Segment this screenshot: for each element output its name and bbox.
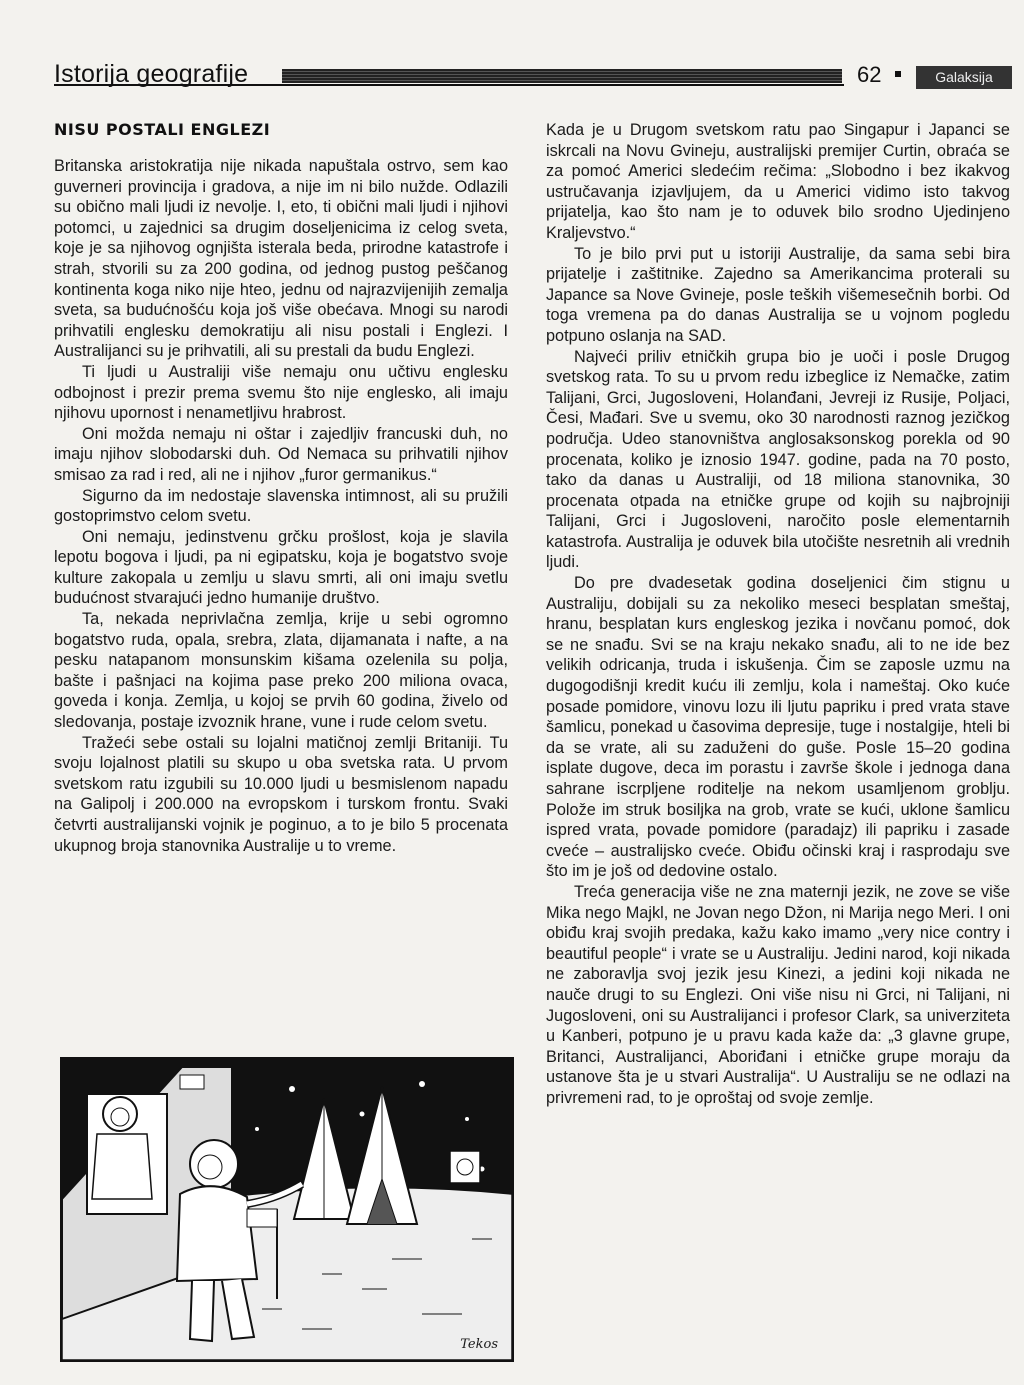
artist-signature: Tekos [460,1337,498,1352]
paragraph: Oni nemaju, jedinstvenu grčku prošlost, koja je slavila lepotu bogova i ljudi, pa ni egipatsku, koja je bogatstvo svoje kulture zakopala u zemlju u slavu smrti, ali oni imaju svetlu budućnost stvarajući jedno humanije društvo. [54,527,508,608]
left-column [54,156,508,856]
paragraph: Sigurno da im nedostaje slavenska intimnost, ali su pružili gostoprimstvo celom svetu. [54,486,508,526]
section-title: Istorija geografije [54,60,249,88]
page-header [54,58,1014,90]
header-band [282,69,842,83]
right-column [546,120,1010,1109]
article-headline: NISU POSTALI ENGLEZI [54,120,271,139]
page-number: 62 [857,62,882,87]
paragraph: Tražeći sebe ostali su lojalni matičnoj zemlji Britaniji. Tu svoju lojalnost platili su skupo u oba svetska rata. U prvom svetskom ratu izgubili su 10.000 ljudi u besmislenom napadu na Galipolj i 200.000 na evropskom i turskom frontu. Svaki četvrti australijanski vojnik je poginuo, a to je bilo 5 procenata ukupnog broja stanovnika Australije u to vreme. [54,733,508,855]
bullet-icon [895,71,901,77]
paragraph: Ti ljudi u Australiji više nemaju onu učtivu englesku odbojnost i prezir prema svemu što nije englesko, ali imaju njihovu upornost i nenametljivu hrabrost. [54,362,508,423]
paragraph: Do pre dvadesetak godina doseljenici čim stignu u Australiju, dobijali su za nekoliko meseci besplatan smeštaj, hranu, besplatan kurs engleskog jezika i novčanu pomoć, dok se ne snađu. Svi se na kraju nekako snađu, ali to ne ide bez velikih odricanja, truda i iskušenja. Čim se zaposle uzmu na dugogodišnji kredit kuću ili zemlju, kola i nameštaj. Oko kuće posade pomidore, vinovu lozu ili ljutu papriku i pred vrata stave šamlicu, ponekad u časovima depresije, tuge i nostalgije, hteli bi da se vrate, ali su zaduženi do guše. Posle 15–20 godina isplate dugove, deca im porastu i završe škole i jednoga dana sahrane iscrpljene roditelje na nekom usamljenom groblju. Polože im struk bosiljka na grob, vrate se kući, uklone šamlicu ispred vrata, povade pomidore (paradajz) ili papriku i zasade cveće – australijsko cveće. Obiđu očinski kraj i rasprodaju sve što im je još od dedovine ostalo. [546,574,1010,881]
paragraph: Ta, nekada neprivlačna zemlja, krije u sebi ogromno bogatstvo ruda, opala, srebra, zlata, dijamanata i nafte, a na pesku natapanom monsunskim kišama ozelenila su polja, bašte i pašnjaci na kojima pase preko 200 miliona ovaca, goveda i konja. Zemlja, u kojoj se prvih 60 godina, živelo od sledovanja, postaje izvoznik hrane, vune i rude celom svetu. [54,610,508,732]
moon-landing-cartoon [62,1059,512,1360]
paragraph: Treća generacija više ne zna maternji jezik, ne zove se više Mika nego Majkl, ne Jovan nego Džon, ni Marija nego Meri. I oni obiđu kraj svojih predaka, kažu kako imamo „very nice contry i beautiful people“ i vrate se u Australiju. Jedini narod, koji nikada ne zaboravlja svoj jezik jesu Kinezi, a jedini koji nikada ne nauče drugi to su Englezi. Oni više nisu ni Grci, ni Talijani, ni Jugosloveni, oni su Australijanci i profesor Clark, sa univerziteta u Kanberi, potpuno je u pravu kada kaže da: „3 glavne grupe, Britanci, Australijanci, Aboriđani i etničke grupe moraju da ustanove šta je u stvari Australija“. U Australiju se ne odlazi na privremeni rad, to je oproštaj od svoje zemlje. [546,882,1010,1107]
cartoon-illustration [60,1057,514,1362]
paragraph: Britanska aristokratija nije nikada napuštala ostrvo, sem kao guverneri provincija i gradova, a nije im ni bilo nužde. Odlazili su obično mali ljudi iz nevolje. I, eto, ti obični mali ljudi i njihovi potomci, u zajednici sa drugim doseljenicima iz celog sveta, koje je sa njihovog ognjišta isterala beda, prirodne katastrofe i strah, stvorili su za 200 godina, od jednog pustog peščanog kontinenta koga niko nije hteo, jednu od najrazvijenijih zemalja sveta, sa budućnošću koja još više obećava. Mnogi su narodi prihvatili englesku demokratiju ali nisu postali i Englezi. I Australijanci su je prihvatili, ali su prestali da budu Englezi. [54,157,508,361]
magazine-badge: Galaksija [916,66,1012,89]
paragraph: Oni možda nemaju ni oštar i zajedljiv francuski duh, no imaju njihov slobodarski duh. Od Nemaca su prihvatili njihov smisao za rad i red, ali ne i njihov „furor germanikus.“ [54,424,508,484]
paragraph: Kada je u Drugom svetskom ratu pao Singapur i Japanci se iskrcali na Novu Gvineju, australijski premijer Curtin, obraća se za pomoć Americi sledećim rečima: „Slobodno i bez ikakvog ustručavanja izjavljujem, da u Americi vidimo isto takvog prijatelja, kao što nam je to oduvek bilo srodno Ujedinjeno Kraljevstvo.“ [546,121,1010,242]
paragraph: To je bilo prvi put u istoriji Australije, da sama sebi bira prijatelje i zaštitnike. Zajedno sa Amerikancima proterali su Japance sa Nove Gvineje, posle teških višemesečnih borbi. Od toga vremena pa do danas Australija se u vojnom pogledu potpuno oslanja na SAD. [546,244,1010,345]
paragraph: Najveći priliv etničkih grupa bio je uoči i posle Drugog svetskog rata. To su u prvom redu izbeglice iz Nemačke, zatim Talijani, Grci, Jugosloveni, Holanđani, Jevreji iz Rusije, Poljaci, Česi, Mađari. Sve u svemu, oko 30 narodnosti raznog jezičkog područja. Udeo stanovništva anglosaksonskog porekla od 90 procenata, koliko je iznosio 1947. godine, pada na 70 posto, tako da danas u Australiji, od 18 miliona stanovnika, 30 procenata otpada na etničke grupe od kojih su najbrojniji Talijani, Grci i Jugosloveni, naročito posle elementarnih katastrofa. Australija je oduvek bila utočište nesretnih ali vrednih ljudi. [546,347,1010,572]
